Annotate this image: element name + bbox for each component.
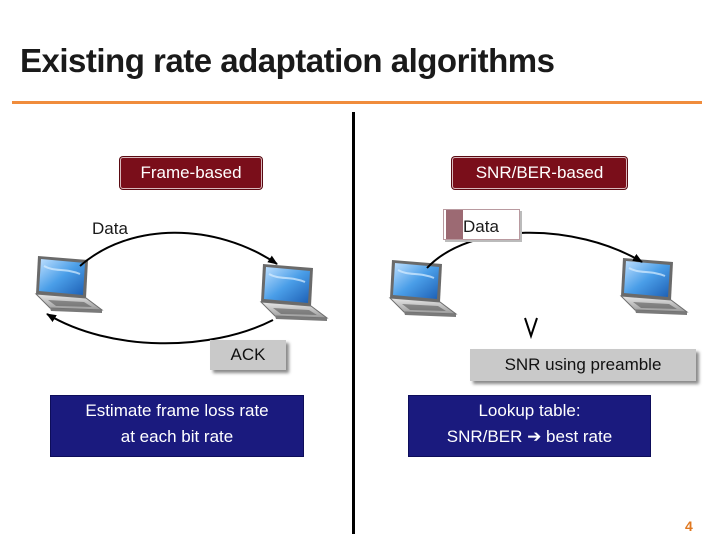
- ack-label: ACK: [210, 340, 286, 370]
- page-number: 4: [685, 518, 693, 534]
- lookup-line-1: Lookup table:: [478, 401, 581, 420]
- laptop-icon: [621, 258, 687, 315]
- snr-ber-based-label: SNR/BER-based: [452, 157, 627, 189]
- estimate-line-2: at each bit rate: [120, 427, 234, 446]
- lookup-line-2: SNR/BER ➔ best rate: [446, 427, 613, 446]
- preamble-marker: [446, 210, 463, 239]
- laptop-icon: [36, 256, 102, 313]
- down-arrow-icon: [525, 318, 537, 336]
- estimate-line-1: Estimate frame loss rate: [85, 401, 269, 420]
- data-label-right: Data: [463, 217, 499, 236]
- slide-title: Existing rate adaptation algorithms: [20, 42, 555, 79]
- laptop-icon: [261, 264, 327, 321]
- snr-preamble-label: SNR using preamble: [470, 349, 696, 381]
- frame-based-label: Frame-based: [120, 157, 262, 189]
- lookup-explanation-box: [408, 395, 651, 457]
- estimate-explanation-box: [50, 395, 304, 457]
- ack-arrow: [47, 314, 273, 343]
- data-label-left: Data: [92, 219, 128, 238]
- laptop-icon: [390, 260, 456, 317]
